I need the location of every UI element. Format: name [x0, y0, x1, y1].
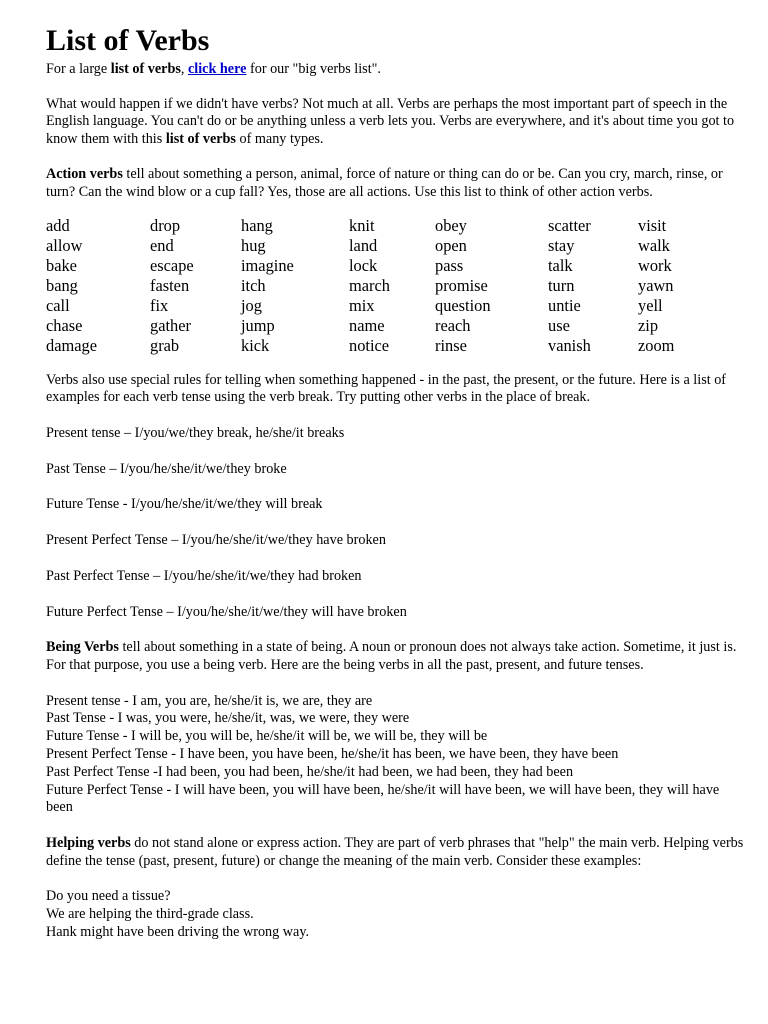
verb-row [46, 276, 718, 296]
verb-cell: name [349, 315, 385, 335]
verb-row [46, 216, 718, 236]
verb-cell: fix [150, 295, 169, 315]
verb-cell: kick [241, 335, 270, 355]
verb-row [46, 296, 718, 316]
verb-cell: notice [349, 335, 390, 355]
verb-cell: fasten [150, 275, 190, 295]
verb-cell: jump [241, 315, 275, 335]
verb-row [46, 236, 718, 256]
verb-cell: add [46, 215, 70, 235]
verb-cell: yawn [638, 275, 674, 295]
verb-cell: obey [435, 215, 467, 235]
verb-cell: mix [349, 295, 375, 315]
verb-cell: allow [46, 235, 83, 255]
tense-example: Past Tense – I/you/he/she/it/we/they broke [46, 460, 287, 477]
action-verbs-heading: Action verbs [46, 166, 123, 183]
being-tense-line: Past Tense - I was, you were, he/she/it, was, we were, they were [46, 710, 410, 727]
verb-cell: question [435, 295, 491, 315]
helping-verbs-paragraph [46, 835, 746, 870]
para1-bold: list of verbs [165, 130, 236, 147]
being-verb-tenses [46, 693, 746, 818]
tense-example: Past Perfect Tense – I/you/he/she/it/we/they had broken [46, 567, 362, 584]
tense-example: Present Perfect Tense – I/you/he/she/it/we/they have broken [46, 532, 386, 549]
verb-cell: chase [46, 315, 83, 335]
verb-cell: open [435, 235, 467, 255]
verb-cell: jog [241, 295, 262, 315]
verb-cell: grab [150, 335, 180, 355]
verb-cell: use [548, 315, 570, 335]
verb-cell: visit [638, 215, 667, 235]
verb-cell: untie [548, 295, 581, 315]
intro-bold: list of verbs [110, 61, 181, 77]
verb-cell: pass [435, 255, 464, 275]
intro-prefix: For a large [46, 61, 111, 77]
verb-cell: talk [548, 255, 573, 275]
para1-suffix: of many types. [235, 130, 324, 147]
tense-example: Future Tense - I/you/he/she/it/we/they will break [46, 496, 323, 513]
para1-text: What would happen if we didn't have verbs? Not much at all. Verbs are perhaps the most important part of speech in the English language. You can't do or be anything unless a verb lets you. Verbs are everywhere, and it's about time you got to know them with this [46, 95, 735, 147]
verb-cell: promise [435, 275, 488, 295]
intro-paragraph [46, 61, 746, 79]
verbs-importance-paragraph [46, 96, 746, 149]
being-tense-line: Past Perfect Tense -I had been, you had been, he/she/it had been, we had been, they had been [46, 763, 574, 780]
verb-cell: gather [150, 315, 191, 335]
being-verbs-paragraph [46, 639, 746, 674]
verb-cell: imagine [241, 255, 294, 275]
verb-cell: scatter [548, 215, 591, 235]
intro-suffix: for our "big verbs list". [246, 61, 381, 77]
verb-cell: march [349, 275, 390, 295]
verb-cell: rinse [435, 335, 467, 355]
verb-cell: reach [435, 315, 471, 335]
helping-verbs-heading: Helping verbs [46, 835, 131, 852]
verb-row [46, 336, 718, 356]
verb-cell: stay [548, 235, 575, 255]
verb-cell: bang [46, 275, 78, 295]
example-sentence: Hank might have been driving the wrong way. [46, 923, 310, 940]
verb-cell: lock [349, 255, 378, 275]
being-tense-line: Future Perfect Tense - I will have been, you will have been, he/she/it will have been, we will have been, they will have been [46, 781, 720, 816]
tense-rules-paragraph: Verbs also use special rules for telling when something happened - in the past, the present, or the future. Here is a list of examples for each verb tense using the verb break. Try putting other verbs in the place of break. [46, 371, 727, 406]
verb-cell: land [349, 235, 378, 255]
being-verbs-text: tell about something in a state of being. A noun or pronoun does not always take action. Sometime, it just is. For that purpose, you use a being verb. Here are the being verbs in all the past, present, and future tenses. [46, 639, 737, 674]
verb-cell: yell [638, 295, 663, 315]
verb-cell: end [150, 235, 174, 255]
being-verbs-heading: Being Verbs [46, 639, 119, 656]
intro-comma: , [180, 61, 188, 77]
verb-cell: knit [349, 215, 375, 235]
being-tense-line: Present Perfect Tense - I have been, you have been, he/she/it has been, we have been, they have been [46, 746, 619, 763]
verb-cell: call [46, 295, 70, 315]
example-sentence: We are helping the third-grade class. [46, 906, 254, 923]
tense-example: Future Perfect Tense – I/you/he/she/it/we/they will have broken [46, 603, 407, 620]
big-verbs-list-link[interactable]: click here [188, 61, 247, 77]
verb-cell: escape [150, 255, 194, 275]
verb-row [46, 256, 718, 276]
verb-cell: zip [638, 315, 659, 335]
page-title: List of Verbs [46, 24, 210, 57]
example-sentence: Do you need a tissue? [46, 888, 171, 905]
verb-cell: walk [638, 235, 670, 255]
being-tense-line: Present tense - I am, you are, he/she/it is, we are, they are [46, 692, 373, 709]
verb-cell: drop [150, 215, 181, 235]
action-verbs-text: tell about something a person, animal, force of nature or thing can do or be. Can you cry, march, rinse, or turn? Can the wind blow or a cup fall? Yes, those are all actions. Use this list to think of other action verbs. [46, 166, 723, 200]
helping-verb-examples [46, 888, 746, 941]
tense-examples [46, 425, 746, 622]
verb-row [46, 316, 718, 336]
verb-cell: vanish [548, 335, 591, 355]
action-verbs-table [46, 216, 718, 356]
tense-example: Present tense – I/you/we/they break, he/she/it breaks [46, 424, 345, 441]
verb-cell: turn [548, 275, 575, 295]
being-tense-line: Future Tense - I will be, you will be, he/she/it will be, we will be, they will be [46, 728, 488, 745]
verb-cell: damage [46, 335, 97, 355]
verb-cell: bake [46, 255, 77, 275]
verb-cell: work [638, 255, 672, 275]
action-verbs-paragraph [46, 166, 746, 201]
verb-cell: itch [241, 275, 266, 295]
document-content [46, 24, 746, 960]
verb-cell: zoom [638, 335, 675, 355]
verb-cell: hang [241, 215, 273, 235]
verb-cell: hug [241, 235, 266, 255]
helping-verbs-text: do not stand alone or express action. They are part of verb phrases that "help" the main verb. Helping verbs define the tense (past, present, future) or change the meaning of the main verb. Consider these examples: [46, 835, 744, 869]
